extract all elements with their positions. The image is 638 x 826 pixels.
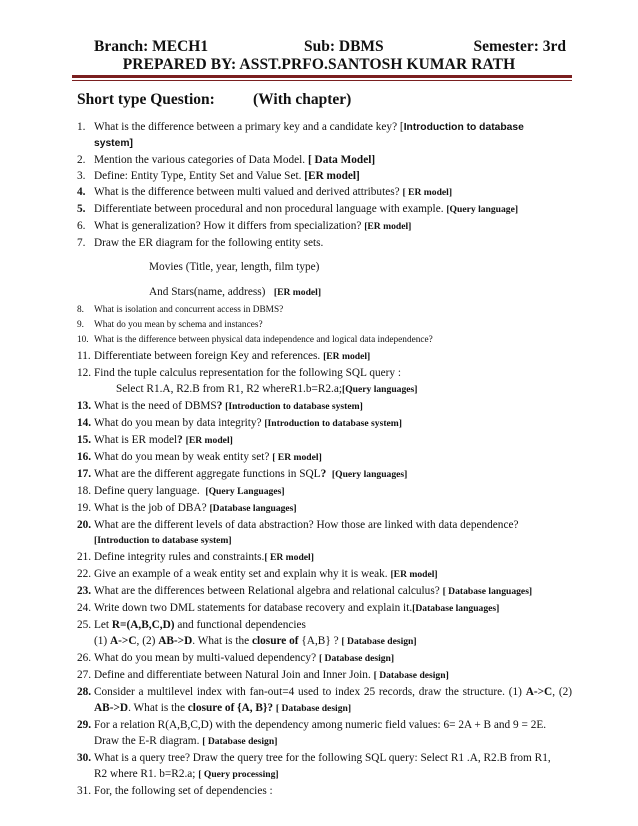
chapter-tag: [ Database languages] <box>442 586 533 597</box>
chapter-tag: [ Database design] <box>275 703 352 714</box>
question-text: What is the difference between physical data independence and logical data independence? <box>94 335 433 345</box>
chapter-tag: [Query language] <box>446 204 519 215</box>
question-mark: ? <box>177 434 183 446</box>
question-text-cont: and functional dependencies <box>177 619 306 631</box>
dependency-2: AB->D <box>158 635 193 647</box>
question-number: 22. <box>77 568 92 580</box>
question-item-29 <box>77 717 572 750</box>
entity-set-movies: Movies (Title, year, length, film type) <box>149 261 320 273</box>
question-text-cont: Draw the E-R diagram. <box>94 735 200 747</box>
question-item-22 <box>77 566 572 583</box>
question-mark: ? <box>216 400 223 412</box>
question-text-cont: R2 where R1. b=R2.a; <box>94 768 196 780</box>
question-item-12 <box>77 365 572 398</box>
question-text: Define and differentiate between Natural Join and Inner Join. <box>94 669 371 681</box>
entity-set-stars-line <box>94 284 572 301</box>
question-text: For a relation R(A,B,C,D) with the dependency among numeric field values: 6= 2A + B and 9 = 2E. <box>94 719 547 731</box>
section-title: Short type Question: <box>77 91 215 108</box>
question-text: Differentiate between procedural and non procedural language with example. <box>94 203 444 215</box>
chapter-tag: [ER model] <box>185 435 233 446</box>
question-text: Define: Entity Type, Entity Set and Value Set. <box>94 170 302 182</box>
question-item-19 <box>77 500 572 517</box>
question-item-31 <box>77 783 572 799</box>
chapter-tag: [ER model] <box>273 287 322 298</box>
chapter-tag: [Query languages] <box>342 384 418 395</box>
dependency-1: A->C <box>525 686 553 698</box>
question-text: What is the difference between multi valued and derived attributes? <box>94 186 400 198</box>
question-text: Draw the ER diagram for the following entity sets. <box>94 237 324 249</box>
question-text: What is isolation and concurrent access in DBMS? <box>94 305 284 315</box>
question-text-cont: . What is the <box>192 635 250 647</box>
question-number: 4. <box>77 186 86 198</box>
question-text: Let <box>94 619 110 631</box>
chapter-tag: [Introduction to database system] <box>225 401 363 412</box>
chapter-tag: [Introduction to database system] <box>94 535 232 546</box>
question-number: 6. <box>77 220 86 232</box>
chapter-tag: [Query Languages] <box>205 486 285 497</box>
question-text: What is generalization? How it differs from specialization? <box>94 220 362 232</box>
dependency-line <box>94 633 572 650</box>
question-item-14 <box>77 415 572 432</box>
question-text: What do you mean by weak entity set? <box>94 451 270 463</box>
question-line-2 <box>94 733 572 750</box>
chapter-tag: [ Database design] <box>341 636 417 647</box>
question-number: 15. <box>77 434 92 446</box>
chapter-tag: [Database languages] <box>412 603 500 614</box>
question-number: 9. <box>77 320 84 330</box>
question-text: What is the need of DBMS <box>94 400 217 412</box>
question-item-30 <box>77 750 572 783</box>
question-item-5 <box>77 201 572 218</box>
chapter-tag: [ER model] <box>323 351 371 362</box>
question-text: What do you mean by multi-valued dependency? <box>94 652 317 664</box>
question-text: Mention the various categories of Data Model. <box>94 154 306 166</box>
question-line-2 <box>94 766 572 783</box>
question-number: 18. <box>77 485 92 497</box>
question-item-11 <box>77 348 572 365</box>
question-item-16 <box>77 449 572 466</box>
question-number: 20. <box>77 519 92 531</box>
question-item-3 <box>77 168 572 184</box>
question-text: What are the different levels of data abstraction? How those are linked with data dependence? <box>94 519 519 531</box>
question-item-17 <box>77 466 572 483</box>
question-number: 16. <box>77 451 92 463</box>
question-number: 1. <box>77 121 86 133</box>
question-item-21 <box>77 549 572 566</box>
question-text: What are the differences between Relational algebra and relational calculus? <box>94 585 440 597</box>
chapter-tag: [ ER model] <box>272 452 322 463</box>
question-number: 17. <box>77 468 92 480</box>
chapter-tag: [ Database design] <box>373 670 449 681</box>
question-text: Consider a multilevel index with fan-out=4 used to index 25 records, draw the structure. (1) <box>94 686 522 698</box>
question-number: 30. <box>77 752 92 764</box>
chapter-tag: [ ER model] <box>264 552 314 563</box>
chapter-tag: [ ER model] <box>402 187 453 198</box>
question-mark: ? <box>320 468 327 480</box>
chapter-tag: Introduction to database <box>403 122 524 133</box>
header-row <box>94 38 566 58</box>
dependency-1: A->C <box>110 635 137 647</box>
chapter-tag: [ER model] <box>390 569 438 580</box>
section-chapter-note: (With chapter) <box>253 91 352 108</box>
question-number: 29. <box>77 719 92 731</box>
question-number: 13. <box>77 400 92 412</box>
prepared-by-label: PREPARED BY: ASST.PRFO.SANTOSH KUMAR RATH <box>122 56 516 73</box>
question-item-10 <box>77 333 572 348</box>
question-text: Define integrity rules and constraints. <box>94 551 265 563</box>
header-rule-thin <box>72 80 572 81</box>
question-item-28 <box>77 684 572 717</box>
question-text: What is the job of DBA? <box>94 502 207 514</box>
question-text-cont: . What is the <box>128 702 185 714</box>
closure-phrase: closure of {A, B}? <box>187 702 274 714</box>
question-text: Define query language. <box>94 485 200 497</box>
question-text: What is the difference between a primary key and a candidate key? [ <box>94 121 404 133</box>
question-item-15 <box>77 432 572 449</box>
header-rule-thick <box>72 75 572 78</box>
question-item-9 <box>77 318 572 333</box>
chapter-tag: [ER model] <box>364 221 412 232</box>
question-text: Find the tuple calculus representation for the following SQL query : <box>94 367 402 379</box>
question-number: 5. <box>77 203 86 215</box>
entity-set-stars: And Stars(name, address) <box>149 286 266 298</box>
chapter-tag: [ Database design] <box>318 653 395 664</box>
sql-query: Select R1.A, R2.B from R1, R2 whereR1.b=R2.a; <box>116 383 343 395</box>
question-item-1 <box>77 119 572 152</box>
dependency-index-2: (2) <box>558 686 572 698</box>
closure-set: {A,B} <box>301 635 331 647</box>
question-item-6 <box>77 218 572 235</box>
question-number: 21. <box>77 551 92 563</box>
question-number: 7. <box>77 237 86 249</box>
chapter-tag: [ Query processing] <box>198 769 279 780</box>
question-number: 25. <box>77 619 92 631</box>
question-number: 2. <box>77 154 86 166</box>
chapter-tag: [ Data Model] <box>307 154 376 166</box>
question-text-cont: ? <box>333 635 339 647</box>
question-text: Write down two DML statements for database recovery and explain it. <box>94 602 413 614</box>
question-item-25 <box>77 617 572 650</box>
chapter-tag: [ Database design] <box>202 736 278 747</box>
chapter-tag: [ER model] <box>304 170 360 182</box>
question-number: 28. <box>77 686 92 698</box>
question-list <box>77 119 572 799</box>
question-text: What do you mean by data integrity? <box>94 417 262 429</box>
question-item-26 <box>77 650 572 667</box>
question-number: 10. <box>77 335 89 345</box>
dependency-2: AB->D <box>94 702 129 714</box>
question-number: 19. <box>77 502 92 514</box>
chapter-tag: [Query languages] <box>331 469 408 480</box>
question-item-13 <box>77 398 572 415</box>
question-number: 26. <box>77 652 92 664</box>
relation-schema: R=(A,B,C,D) <box>111 619 175 631</box>
question-item-24 <box>77 600 572 617</box>
question-text: For, the following set of dependencies : <box>94 785 273 797</box>
question-item-8 <box>77 303 572 318</box>
question-number: 27. <box>77 669 92 681</box>
dependency-index-2: , (2) <box>136 635 156 647</box>
question-text: What are the different aggregate functions in SQL <box>94 468 321 480</box>
sql-query-line <box>94 381 572 398</box>
question-item-18 <box>77 483 572 500</box>
question-number: 3. <box>77 170 86 182</box>
question-text: Differentiate between foreign Key and references. <box>94 350 321 362</box>
question-item-7 <box>77 235 572 301</box>
chapter-tag-continuation: system] <box>94 138 133 149</box>
question-number: 31. <box>77 785 92 797</box>
question-item-2 <box>77 152 572 168</box>
question-number: 11. <box>77 350 91 362</box>
closure-phrase: closure of <box>252 635 299 647</box>
question-number: 23. <box>77 585 92 597</box>
question-number: 14. <box>77 417 92 429</box>
dependency-index-1: (1) <box>94 635 108 647</box>
branch-label: Branch: MECH1 <box>94 38 209 55</box>
question-text-cont: , <box>552 686 556 698</box>
question-text: What do you mean by schema and instances? <box>94 320 263 330</box>
question-item-23 <box>77 583 572 600</box>
chapter-tag: [Introduction to database system] <box>264 418 402 429</box>
question-item-4 <box>77 184 572 201</box>
question-item-27 <box>77 667 572 684</box>
chapter-tag: [Database languages] <box>209 503 297 514</box>
question-text: What is a query tree? Draw the query tree for the following SQL query: Select R1 .A, R2.B from R1, <box>94 752 551 764</box>
question-number: 8. <box>77 305 84 315</box>
question-number: 12. <box>77 367 92 379</box>
question-number: 24. <box>77 602 92 614</box>
subject-label: Sub: DBMS <box>304 38 384 55</box>
question-text: Give an example of a weak entity set and explain why it is weak. <box>94 568 388 580</box>
question-item-20 <box>77 517 572 549</box>
question-text: What is ER model <box>94 434 178 446</box>
semester-label: Semester: 3rd <box>473 38 566 55</box>
